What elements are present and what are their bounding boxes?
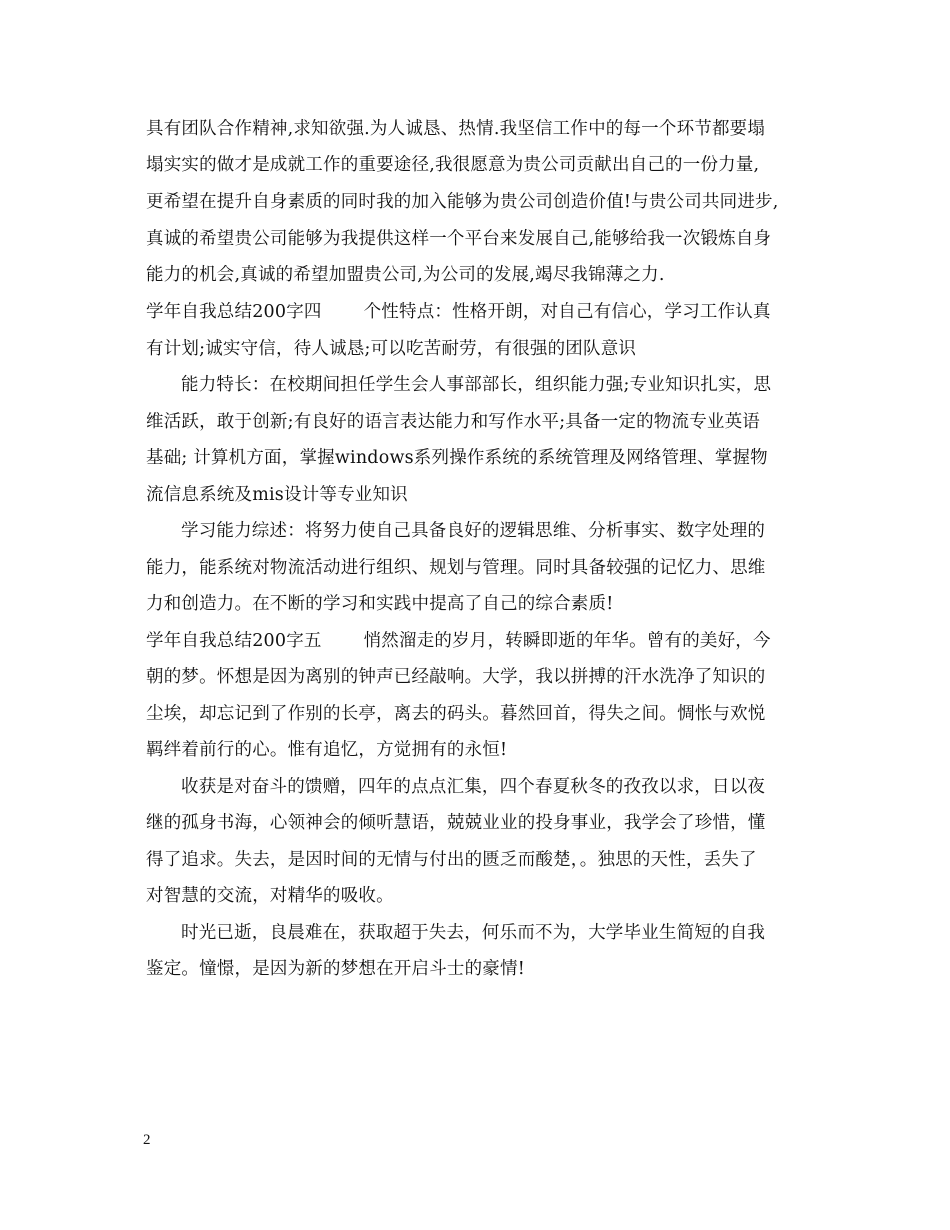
section-text: 个性特点：性格开朗，对自己有信心，学习工作认真 (363, 302, 771, 322)
section-line-4 (146, 301, 771, 323)
text-line: 能力的机会,真诚的希望加盟贵公司,为公司的发展,竭尽我锦薄之力. (146, 265, 665, 285)
text-line: 维活跃，敢于创新;有良好的语言表达能力和写作水平;具备一定的物流专业英语 (146, 412, 760, 432)
text-line: 对智慧的交流，对精华的吸收。 (146, 886, 394, 906)
section-line-5 (146, 630, 771, 652)
section-heading: 学年自我总结200字五 (146, 631, 322, 651)
text-line: 鉴定。憧憬，是因为新的梦想在开启斗士的豪情! (146, 959, 525, 979)
text-line: 尘埃，却忘记到了作别的长亭，离去的码头。暮然回首，得失之间。惆怅与欢悦 (146, 704, 766, 724)
paragraph-first-line: 收获是对奋斗的馈赠，四年的点点汇集，四个春夏秋冬的孜孜以求，日以夜 (181, 777, 766, 797)
text-line: 朝的梦。怀想是因为离别的钟声已经敲响。大学，我以拼搏的汗水洗净了知识的 (146, 667, 766, 687)
text-line: 能力，能系统对物流活动进行组织、规划与管理。同时具备较强的记忆力、思维 (146, 558, 766, 578)
text-line: 流信息系统及mis设计等专业知识 (146, 485, 408, 505)
text-line: 更希望在提升自身素质的同时我的加入能够为贵公司创造价值!与贵公司共同进步, (146, 192, 779, 212)
text-line: 继的孤身书海，心领神会的倾听慧语，兢兢业业的投身事业，我学会了珍惜，懂 (146, 813, 766, 833)
paragraph-first-line: 能力特长：在校期间担任学生会人事部部长，组织能力强;专业知识扎实，思 (181, 375, 772, 395)
text-line: 真诚的希望贵公司能够为我提供这样一个平台来发展自己,能够给我一次锻炼自身 (146, 229, 772, 249)
section-text: 悄然溜走的岁月，转瞬即逝的年华。曾有的美好，今 (363, 631, 771, 651)
text-line: 具有团队合作精神,求知欲强.为人诚恳、热情.我坚信工作中的每一个环节都要塌 (146, 119, 766, 139)
text-line: 基础; 计算机方面，掌握windows系列操作系统的系统管理及网络管理、掌握物 (146, 448, 768, 468)
text-line: 有计划;诚实守信，待人诚恳;可以吃苦耐劳，有很强的团队意识 (146, 339, 637, 359)
paragraph-first-line: 时光已逝，良晨难在，获取超于失去，何乐而不为，大学毕业生简短的自我 (181, 923, 766, 943)
page-number: 2 (143, 1132, 151, 1148)
text-line: 羁绊着前行的心。惟有追忆，方觉拥有的永恒! (146, 740, 508, 760)
section-heading: 学年自我总结200字四 (146, 302, 322, 322)
text-line: 塌实实的做才是成就工作的重要途径,我很愿意为贵公司贡献出自己的一份力量, (146, 155, 760, 175)
paragraph-first-line: 学习能力综述：将努力使自己具备良好的逻辑思维、分析事实、数字处理的 (181, 521, 766, 541)
text-line: 力和创造力。在不断的学习和实践中提高了自己的综合素质! (146, 594, 614, 614)
text-line: 得了追求。失去，是因时间的无情与付出的匮乏而酸楚，。独思的天性，丢失了 (146, 850, 757, 870)
